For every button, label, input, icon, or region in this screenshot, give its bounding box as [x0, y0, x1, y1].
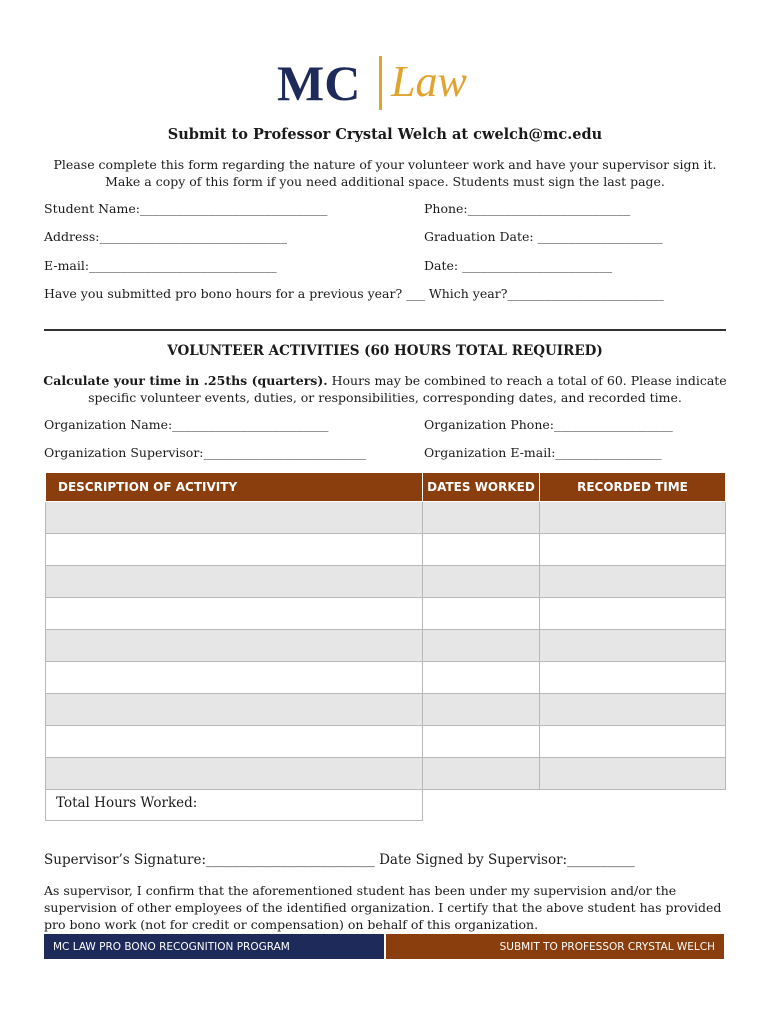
form-title: Submit to Professor Crystal Welch at cwelch@mc.edu	[167, 126, 603, 143]
student-name-field[interactable]: Student Name:______________________________	[44, 201, 328, 216]
org-name-field[interactable]: Organization Name:_________________________	[44, 417, 329, 432]
section-divider	[44, 329, 726, 331]
header-description: DESCRIPTION OF ACTIVITY	[46, 473, 423, 502]
description-cell[interactable]	[46, 598, 423, 630]
time-cell[interactable]	[540, 534, 726, 566]
footer-right-text: SUBMIT TO PROFESSOR CRYSTAL WELCH	[499, 941, 715, 953]
dates-cell[interactable]	[423, 630, 540, 662]
table-row	[46, 566, 726, 598]
description-cell[interactable]	[46, 662, 423, 694]
header-dates-worked: DATES WORKED	[423, 473, 540, 502]
dates-cell[interactable]	[423, 598, 540, 630]
address-field[interactable]: Address:______________________________	[44, 229, 287, 244]
time-cell[interactable]	[540, 502, 726, 534]
mc-law-logo	[275, 50, 505, 112]
org-email-field[interactable]: Organization E-mail:_________________	[424, 445, 662, 460]
dates-cell[interactable]	[423, 694, 540, 726]
table-header-row	[46, 473, 726, 502]
description-cell[interactable]	[46, 502, 423, 534]
description-cell[interactable]	[46, 694, 423, 726]
description-cell[interactable]	[46, 758, 423, 790]
dates-cell[interactable]	[423, 502, 540, 534]
dates-cell[interactable]	[423, 534, 540, 566]
dates-cell[interactable]	[423, 662, 540, 694]
table-row	[46, 662, 726, 694]
table-row	[46, 694, 726, 726]
org-supervisor-field[interactable]: Organization Supervisor:__________________________	[44, 445, 367, 460]
previous-year-field[interactable]: Have you submitted pro bono hours for a previous year? ___ Which year?_________________________	[44, 286, 664, 301]
dates-cell[interactable]	[423, 726, 540, 758]
mc-law-logo-graphic	[275, 50, 505, 112]
description-cell[interactable]	[46, 534, 423, 566]
section-title: VOLUNTEER ACTIVITIES (60 HOURS TOTAL REQUIRED)	[167, 343, 603, 359]
description-cell[interactable]	[46, 566, 423, 598]
dates-cell[interactable]	[423, 758, 540, 790]
time-cell[interactable]	[540, 662, 726, 694]
calc-instructions	[40, 372, 730, 406]
calc-bold-text: Calculate your time in .25ths (quarters).	[43, 373, 328, 388]
logo-divider	[379, 56, 382, 110]
time-cell[interactable]	[540, 694, 726, 726]
email-field[interactable]: E-mail:______________________________	[44, 258, 277, 273]
supervisor-attestation: As supervisor, I confirm that the aforementioned student has been under my supervision and/or the supervision of other employees of the identified organization. I certify that the above student has provided pro bono work (not for credit or compensation) on behalf of this organization.	[44, 883, 722, 932]
footer-left-text: MC LAW PRO BONO RECOGNITION PROGRAM	[53, 941, 290, 953]
time-cell[interactable]	[540, 630, 726, 662]
footer-left-band	[44, 934, 384, 959]
total-hours-box[interactable]	[45, 789, 423, 821]
time-cell[interactable]	[540, 726, 726, 758]
header-recorded-time: RECORDED TIME	[540, 473, 726, 502]
description-cell[interactable]	[46, 726, 423, 758]
table-row	[46, 502, 726, 534]
table-row	[46, 534, 726, 566]
footer-right-band	[386, 934, 724, 959]
table-row	[46, 630, 726, 662]
supervisor-signature-line[interactable]: Supervisor’s Signature:_________________________ Date Signed by Supervisor:__________	[44, 852, 635, 868]
time-cell[interactable]	[540, 566, 726, 598]
dates-cell[interactable]	[423, 566, 540, 598]
logo-mc-text: MC	[277, 55, 361, 111]
calc-rest-text: Hours may be combined to reach a total of 60. Please indicate specific volunteer events, duties, or responsibilities, corresponding dates, and recorded time.	[88, 373, 727, 405]
phone-field[interactable]: Phone:__________________________	[424, 201, 631, 216]
total-hours-label: Total Hours Worked:	[56, 795, 198, 811]
activity-table	[45, 472, 726, 790]
activity-table-body	[46, 502, 726, 790]
table-row	[46, 598, 726, 630]
table-row	[46, 758, 726, 790]
org-phone-field[interactable]: Organization Phone:___________________	[424, 417, 673, 432]
time-cell[interactable]	[540, 758, 726, 790]
description-cell[interactable]	[46, 630, 423, 662]
time-cell[interactable]	[540, 598, 726, 630]
table-row	[46, 726, 726, 758]
logo-law-text: Law	[391, 57, 467, 106]
date-field[interactable]: Date: ________________________	[424, 258, 613, 273]
form-intro: Please complete this form regarding the nature of your volunteer work and have your supervisor sign it. Make a copy of this form if you need additional space. Students must sign the last page.	[53, 157, 717, 189]
graduation-date-field[interactable]: Graduation Date: ____________________	[424, 229, 663, 244]
